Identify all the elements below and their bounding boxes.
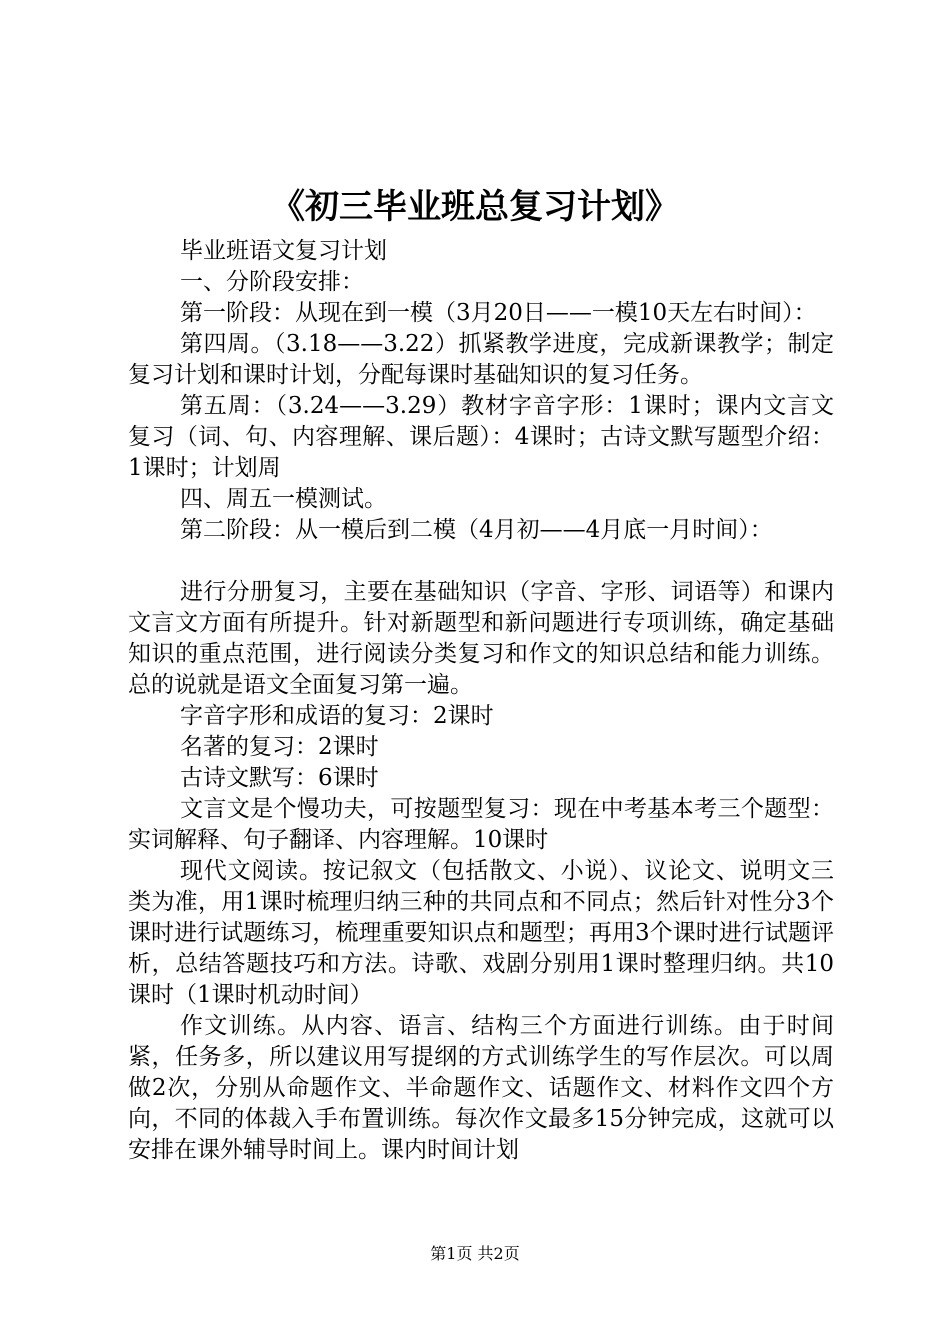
document-body bbox=[128, 236, 834, 1166]
paragraph: 第一阶段：从现在到一模（3月20日——一模10天左右时间）： bbox=[180, 300, 817, 326]
paragraph: 进行分册复习，主要在基础知识（字音、字形、词语等）和课内文言文方面有所提升。针对新题型和新问题进行专项训练，确定基础知识的重点范围，进行阅读分类复习和作文的知识总结和能力训练。总的说就是语文全面复习第一遍。 bbox=[128, 579, 834, 698]
paragraph: 字音字形和成语的复习：2课时 bbox=[180, 703, 494, 729]
paragraph: 文言文是个慢功夫，可按题型复习：现在中考基本考三个题型：实词解释、句子翻译、内容理解。10课时 bbox=[128, 796, 834, 853]
paragraph: 毕业班语文复习计划 bbox=[180, 238, 387, 264]
paragraph: 现代文阅读。按记叙文（包括散文、小说）、议论文、说明文三类为准，用1课时梳理归纳三种的共同点和不同点；然后针对性分3个课时进行试题练习，梳理重要知识点和题型；再用3个课时进行试题评析，总结答题技巧和方法。诗歌、戏剧分别用1课时整理归纳。共10课时（1课时机动时间） bbox=[128, 858, 834, 1008]
paragraph: 第二阶段：从一模后到二模（4月初——4月底一月时间）： bbox=[180, 517, 773, 543]
page-footer: 第1页 共2页 bbox=[430, 1244, 520, 1263]
document-title: 《初三毕业班总复习计划》 bbox=[271, 187, 679, 227]
paragraph: 第四周。（3.18——3.22）抓紧教学进度，完成新课教学；制定复习计划和课时计划，分配每课时基础知识的复习任务。 bbox=[128, 331, 834, 388]
paragraph: 古诗文默写：6课时 bbox=[180, 765, 379, 791]
paragraph: 四、周五一模测试。 bbox=[180, 486, 387, 512]
paragraph: 作文训练。从内容、语言、结构三个方面进行训练。由于时间紧，任务多，所以建议用写提纲的方式训练学生的写作层次。可以周做2次，分别从命题作文、半命题作文、话题作文、材料作文四个方向，不同的体裁入手布置训练。每次作文最多15分钟完成，这就可以安排在课外辅导时间上。课内时间计划 bbox=[128, 1013, 834, 1163]
paragraph: 一、分阶段安排： bbox=[180, 269, 364, 295]
paragraph: 第五周：（3.24——3.29）教材字音字形：1课时；课内文言文复习（词、句、内容理解、课后题）：4课时；古诗文默写题型介绍：1课时；计划周 bbox=[128, 393, 834, 481]
paragraph: 名著的复习：2课时 bbox=[180, 734, 379, 760]
